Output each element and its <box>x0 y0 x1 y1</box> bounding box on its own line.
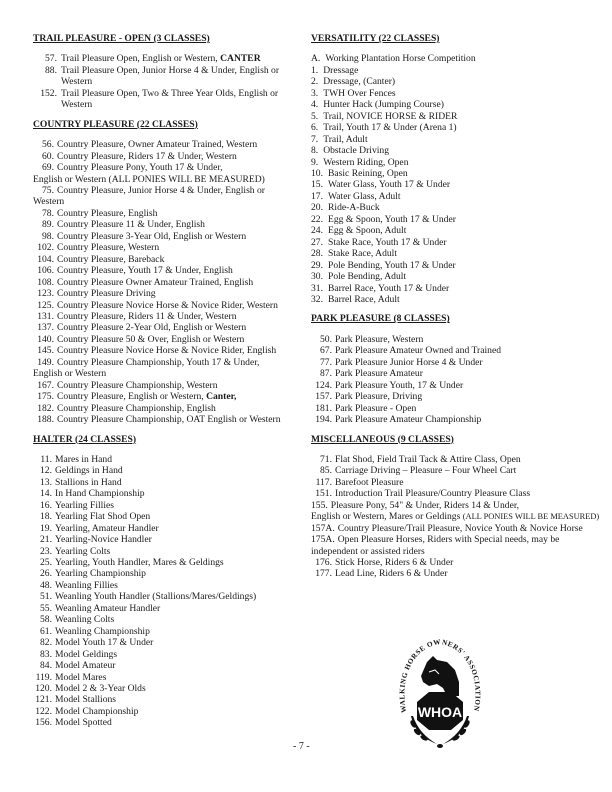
class-number: 24. <box>311 225 323 237</box>
class-name: Weanling Amateur Handler <box>55 602 161 614</box>
class-name: Country Pleasure Championship, Youth 17 & Under, <box>57 356 260 368</box>
class-number: 22. <box>311 213 323 225</box>
class-name: Model Amateur <box>55 660 116 672</box>
section-park-pleasure <box>311 313 601 425</box>
class-name: Park Pleasure, Driving <box>335 391 423 403</box>
class-number: 82. <box>40 637 52 649</box>
class-name: Dressage, (Canter) <box>323 76 396 88</box>
class-note: (ALL PONIES WILL BE MEASURED) <box>462 512 600 522</box>
class-name: Country Pleasure/Trail Pleasure, Novice Youth & Novice Horse <box>337 522 583 534</box>
class-name: Park Pleasure Amateur <box>335 368 423 380</box>
class-number: 77. <box>320 356 332 368</box>
list-item <box>33 322 303 333</box>
class-name: Weanling Fillies <box>55 579 118 591</box>
list-item <box>33 717 303 728</box>
class-number: 137. <box>37 322 54 334</box>
list-item <box>33 477 303 488</box>
list-item <box>311 225 601 236</box>
class-name: Country Pleasure, Junior Horse 4 & Under, English or <box>57 184 265 196</box>
class-number: 27. <box>311 236 323 248</box>
class-number: 104. <box>37 253 54 265</box>
class-name: Geldings in Hand <box>55 465 123 477</box>
class-name: Yearling Colts <box>55 545 111 557</box>
class-name: Barrel Race, Youth 17 & Under <box>328 282 450 294</box>
class-number: 32. <box>311 293 323 305</box>
class-name: Country Pleasure, English or Western, <box>57 391 207 403</box>
list-item <box>33 511 303 522</box>
class-number: 2. <box>311 76 319 88</box>
list-item <box>33 334 303 345</box>
class-name: Country Pleasure Novice Horse & Novice Rider, Western <box>57 299 278 311</box>
list-item <box>33 546 303 557</box>
class-number: 31. <box>311 282 323 294</box>
class-name: Lead Line, Riders 6 & Under <box>335 568 448 580</box>
class-name: TWH Over Fences <box>323 87 396 99</box>
class-number: 83. <box>40 648 52 660</box>
list-item <box>33 65 303 88</box>
class-emphasis: CANTER <box>220 53 261 65</box>
class-name: Country Pleasure, Bareback <box>57 253 165 265</box>
class-number: 20. <box>311 202 323 214</box>
list-item <box>33 568 303 579</box>
section-title: HALTER (24 CLASSES) <box>33 433 137 445</box>
list-item <box>33 242 303 253</box>
list-item <box>33 357 303 380</box>
class-number: 69. <box>42 162 54 174</box>
class-name: Yearling-Novice Handler <box>55 534 152 546</box>
list-item <box>311 145 601 156</box>
list-item <box>33 626 303 637</box>
class-number: 119. <box>35 671 52 683</box>
class-name: Country Pleasure Driving <box>57 288 156 300</box>
list-item <box>311 294 601 305</box>
class-number: 56. <box>42 139 54 151</box>
class-number: 13. <box>40 476 52 488</box>
list-item <box>311 488 601 499</box>
class-number: 50. <box>320 333 332 345</box>
list-item <box>33 523 303 534</box>
class-name: Stick Horse, Riders 6 & Under <box>335 557 454 569</box>
class-name: Country Pleasure, English <box>57 207 158 219</box>
section-miscellaneous <box>311 434 601 580</box>
section-halter <box>33 434 303 729</box>
page-number: - 7 - <box>293 741 310 752</box>
list-item <box>33 454 303 465</box>
class-name: Model Spotted <box>55 717 112 729</box>
class-number: 60. <box>42 150 54 162</box>
class-name: Country Pleasure Championship, English <box>57 402 216 414</box>
class-number: 106. <box>37 265 54 277</box>
class-number: 121. <box>35 694 52 706</box>
class-number: 21. <box>40 534 52 546</box>
section-title: PARK PLEASURE (8 CLASSES) <box>311 313 450 325</box>
class-number: 3. <box>311 87 319 99</box>
class-name: Park Pleasure Junior Horse 4 & Under <box>335 356 483 368</box>
class-name: Hunter Hack (Jumping Course) <box>323 99 444 111</box>
class-name: Dressage <box>323 64 359 76</box>
list-item <box>33 380 303 391</box>
class-name: Country Pleasure, Western <box>57 242 160 254</box>
class-name: Egg & Spoon, Adult <box>328 225 407 237</box>
section-title: MISCELLANEOUS (9 CLASSES) <box>311 433 454 445</box>
list-item <box>33 219 303 230</box>
section-versatility <box>311 33 601 305</box>
class-number: 85. <box>320 465 332 477</box>
class-name: Water Glass, Adult <box>328 190 401 202</box>
class-number: 1. <box>311 64 319 76</box>
class-name: Park Pleasure Youth, 17 & Under <box>335 379 464 391</box>
class-name: Model Stallions <box>55 694 117 706</box>
class-name: Ride-A-Buck <box>328 202 380 214</box>
list-item <box>33 139 303 150</box>
class-name-continuation: English or Western <box>33 368 107 380</box>
class-name: Country Pleasure, Riders 11 & Under, Western <box>57 310 237 322</box>
class-name: Stake Race, Youth 17 & Under <box>328 236 447 248</box>
class-number: 157. <box>315 391 332 403</box>
class-name: Yearling Flat Shod Open <box>55 511 151 523</box>
class-name: Country Pleasure, Riders 17 & Under, Western <box>57 150 237 162</box>
class-number: 71. <box>320 453 332 465</box>
list-item <box>311 357 601 368</box>
class-number: 57. <box>45 53 57 65</box>
class-name: Model Mares <box>55 671 107 683</box>
class-number: 78. <box>42 207 54 219</box>
list-item <box>33 603 303 614</box>
list-item <box>33 534 303 545</box>
class-name: Country Pleasure 50 & Over, English or Western <box>57 333 245 345</box>
class-name: Flat Shod, Field Trail Tack & Attire Class, Open <box>335 453 521 465</box>
list-item <box>33 500 303 511</box>
class-name: Trail Pleasure Open, English or Western, <box>61 53 221 65</box>
class-name: Mares in Hand <box>55 453 113 465</box>
class-number: 125. <box>37 299 54 311</box>
class-number: 152. <box>40 87 57 99</box>
class-name: Pleasure Pony, 54" & Under, Riders 14 & Under, <box>330 499 520 511</box>
list-item <box>311 283 601 294</box>
list-item <box>311 168 601 179</box>
class-number: 188. <box>37 414 54 426</box>
class-name-continuation: English or Western (ALL PONIES WILL BE MEASURED) <box>33 173 265 185</box>
section-title: VERSATILITY (22 CLASSES) <box>311 33 440 44</box>
list-item <box>33 254 303 265</box>
class-name: Carriage Driving – Pleasure – Four Wheel Cart <box>335 465 517 477</box>
list-item <box>33 557 303 568</box>
class-name: Barefoot Pleasure <box>335 476 404 488</box>
class-number: 8. <box>311 145 319 157</box>
list-item <box>33 591 303 602</box>
class-number: 175A. <box>311 534 335 546</box>
list-item <box>311 568 601 579</box>
class-number: 140. <box>37 333 54 345</box>
class-number: 89. <box>42 219 54 231</box>
class-number: 98. <box>42 230 54 242</box>
class-name: Stake Race, Adult <box>328 248 398 260</box>
class-name: Country Pleasure Championship, Western <box>57 379 218 391</box>
class-number: 181. <box>315 402 332 414</box>
class-name: Country Pleasure 11 & Under, English <box>57 219 205 231</box>
horse-head-icon <box>421 656 459 696</box>
list-item <box>33 683 303 694</box>
list-item <box>33 231 303 242</box>
class-number: 51. <box>40 591 52 603</box>
class-number: 67. <box>320 345 332 357</box>
class-number: 124. <box>315 379 332 391</box>
list-item <box>33 277 303 288</box>
list-item <box>33 649 303 660</box>
class-name: Country Pleasure Owner Amateur Trained, English <box>57 276 254 288</box>
class-name: Pole Bending, Youth 17 & Under <box>328 259 456 271</box>
list-item <box>33 185 303 208</box>
list-item <box>311 271 601 282</box>
list-item <box>33 465 303 476</box>
class-number: 10. <box>311 167 323 179</box>
class-number: 15. <box>311 179 323 191</box>
class-name: Weanling Colts <box>55 614 115 626</box>
class-name: Park Pleasure - Open <box>335 402 417 414</box>
class-number: 120. <box>35 683 52 695</box>
list-item <box>311 454 601 465</box>
class-number: 4. <box>311 99 319 111</box>
list-item <box>311 122 601 133</box>
list-item <box>311 202 601 213</box>
list-item <box>311 53 601 64</box>
class-number: 117. <box>315 476 332 488</box>
class-number: 102. <box>37 242 54 254</box>
class-number: 84. <box>40 660 52 672</box>
class-number: 5. <box>311 110 319 122</box>
section-trail-pleasure-open <box>33 33 303 111</box>
class-number: 61. <box>40 625 52 637</box>
list-item <box>311 557 601 568</box>
class-name: Yearling, Amateur Handler <box>55 522 159 534</box>
class-number: 177. <box>315 568 332 580</box>
class-name: Country Pleasure Championship, OAT English or Western <box>57 414 281 426</box>
class-name: Model Championship <box>55 705 139 717</box>
class-name: Trail, Youth 17 & Under (Arena 1) <box>323 122 457 134</box>
class-number: 58. <box>40 614 52 626</box>
class-number: 12. <box>40 465 52 477</box>
class-number: 55. <box>40 602 52 614</box>
list-item <box>33 391 303 402</box>
list-item <box>311 248 601 259</box>
class-number: 17. <box>311 190 323 202</box>
class-number: 151. <box>315 488 332 500</box>
class-name: Western Riding, Open <box>323 156 409 168</box>
class-number: 19. <box>40 522 52 534</box>
class-name: Yearling, Youth Handler, Mares & Geldings <box>55 557 224 569</box>
list-item <box>311 477 601 488</box>
class-name: Stallions in Hand <box>55 476 122 488</box>
class-name: Weanling Youth Handler (Stallions/Mares/Geldings) <box>55 591 257 603</box>
class-number: 145. <box>37 345 54 357</box>
logo-ring-text: WALKING HORSE OWNERS' ASSOCIATION <box>398 637 482 714</box>
list-item <box>311 465 601 476</box>
class-number: 157A. <box>311 522 335 534</box>
class-number: 167. <box>37 379 54 391</box>
list-item <box>311 134 601 145</box>
list-item <box>311 191 601 202</box>
list-item <box>311 500 601 523</box>
list-item <box>33 53 303 64</box>
list-item <box>33 345 303 356</box>
class-name: Trail Pleasure Open, Two & Three Year Olds, English or Western <box>61 87 279 111</box>
list-item <box>33 162 303 185</box>
list-item <box>33 88 303 111</box>
list-item <box>311 179 601 190</box>
class-name: Trail, Adult <box>323 133 368 145</box>
class-number: 48. <box>40 579 52 591</box>
class-number: 16. <box>40 499 52 511</box>
class-name: Park Pleasure Amateur Owned and Trained <box>335 345 501 357</box>
list-item <box>33 403 303 414</box>
class-number: 87. <box>320 368 332 380</box>
class-name: Yearling Fillies <box>55 499 114 511</box>
list-item <box>311 345 601 356</box>
class-number: 75. <box>42 184 54 196</box>
class-name: Open Pleasure Horses, Riders with Special needs, may be independent or assisted riders <box>311 534 560 557</box>
list-item <box>311 403 601 414</box>
list-item <box>311 111 601 122</box>
list-item <box>33 694 303 705</box>
class-name: Water Glass, Youth 17 & Under <box>328 179 451 191</box>
logo-text: WHOA <box>417 704 463 720</box>
class-name: Model 2 & 3-Year Olds <box>55 683 146 695</box>
class-number: 11. <box>40 453 52 465</box>
list-item <box>311 99 601 110</box>
class-name: Country Pleasure Novice Horse & Novice Rider, English <box>57 345 277 357</box>
list-item <box>311 237 601 248</box>
class-name: Park Pleasure Amateur Championship <box>335 414 482 426</box>
class-number: 9. <box>311 156 319 168</box>
list-item <box>311 414 601 425</box>
list-item <box>311 214 601 225</box>
list-item <box>311 534 601 557</box>
class-number: 122. <box>35 705 52 717</box>
class-number: 26. <box>40 568 52 580</box>
class-number: 30. <box>311 271 323 283</box>
class-name-continuation: English or Western, Mares or Geldings <box>311 511 463 523</box>
left-column <box>33 33 303 737</box>
class-number: 14. <box>40 488 52 500</box>
class-number: 194. <box>315 414 332 426</box>
class-number: 149. <box>37 356 54 368</box>
section-country-pleasure <box>33 119 303 426</box>
class-number: 88. <box>45 64 57 76</box>
class-number: 29. <box>311 259 323 271</box>
list-item <box>33 300 303 311</box>
class-name: Obstacle Driving <box>323 145 390 157</box>
list-item <box>33 288 303 299</box>
class-number: 182. <box>37 402 54 414</box>
list-item <box>33 660 303 671</box>
class-number: 28. <box>311 248 323 260</box>
list-item <box>311 260 601 271</box>
class-number: 176. <box>315 557 332 569</box>
class-name: Country Pleasure Pony, Youth 17 & Under, <box>57 162 223 174</box>
class-number: A. <box>311 53 321 65</box>
list-item <box>33 672 303 683</box>
class-name: Trail Pleasure Open, Junior Horse 4 & Under, English or Western <box>61 64 280 88</box>
class-name: Country Pleasure, Youth 17 & Under, English <box>57 265 233 277</box>
class-number: 23. <box>40 545 52 557</box>
list-item <box>33 488 303 499</box>
class-name: Country Pleasure 2-Year Old, English or Western <box>57 322 247 334</box>
list-item <box>33 637 303 648</box>
class-name: Model Youth 17 & Under <box>55 637 154 649</box>
class-name: Barrel Race, Adult <box>328 293 400 305</box>
class-name: In Hand Championship <box>55 488 145 500</box>
class-name: Pole Bending, Adult <box>328 271 407 283</box>
list-item <box>311 523 601 534</box>
list-item <box>311 380 601 391</box>
class-name: Working Plantation Horse Competition <box>325 53 476 65</box>
section-title: TRAIL PLEASURE - OPEN (3 CLASSES) <box>33 33 210 44</box>
class-emphasis: Canter, <box>206 391 237 403</box>
class-number: 123. <box>37 288 54 300</box>
class-name: Trail, NOVICE HORSE & RIDER <box>323 110 458 122</box>
class-name: Egg & Spoon, Youth 17 & Under <box>328 213 456 225</box>
list-item <box>33 311 303 322</box>
class-name: Yearling Championship <box>55 568 146 580</box>
class-number: 175. <box>37 391 54 403</box>
class-name-continuation: Western <box>33 196 65 208</box>
class-name: Basic Reining, Open <box>328 167 408 179</box>
class-name: Model Geldings <box>55 648 118 660</box>
list-item <box>311 391 601 402</box>
class-number: 6. <box>311 122 319 134</box>
whoa-logo <box>397 636 483 752</box>
class-number: 108. <box>37 276 54 288</box>
list-item <box>311 88 601 99</box>
class-name: Country Pleasure 3-Year Old, English or Western <box>57 230 247 242</box>
class-number: 18. <box>40 511 52 523</box>
class-number: 131. <box>37 310 54 322</box>
class-number: 155. <box>311 499 328 511</box>
list-item <box>311 368 601 379</box>
list-item <box>33 706 303 717</box>
section-title: COUNTRY PLEASURE (22 CLASSES) <box>33 118 198 130</box>
list-item <box>311 334 601 345</box>
right-column <box>311 33 601 588</box>
list-item <box>311 65 601 76</box>
class-name: Introduction Trail Pleasure/Country Pleasure Class <box>335 488 531 500</box>
list-item <box>33 151 303 162</box>
class-name: Park Pleasure, Western <box>335 333 424 345</box>
list-item <box>33 580 303 591</box>
list-item <box>33 265 303 276</box>
list-item <box>311 157 601 168</box>
list-item <box>311 76 601 87</box>
list-item <box>33 414 303 425</box>
class-name: Country Pleasure, Owner Amateur Trained, Western <box>57 139 258 151</box>
class-number: 156. <box>35 717 52 729</box>
class-number: 25. <box>40 557 52 569</box>
list-item <box>33 614 303 625</box>
list-item <box>33 208 303 219</box>
class-number: 7. <box>311 133 319 145</box>
class-name: Weanling Championship <box>55 625 150 637</box>
